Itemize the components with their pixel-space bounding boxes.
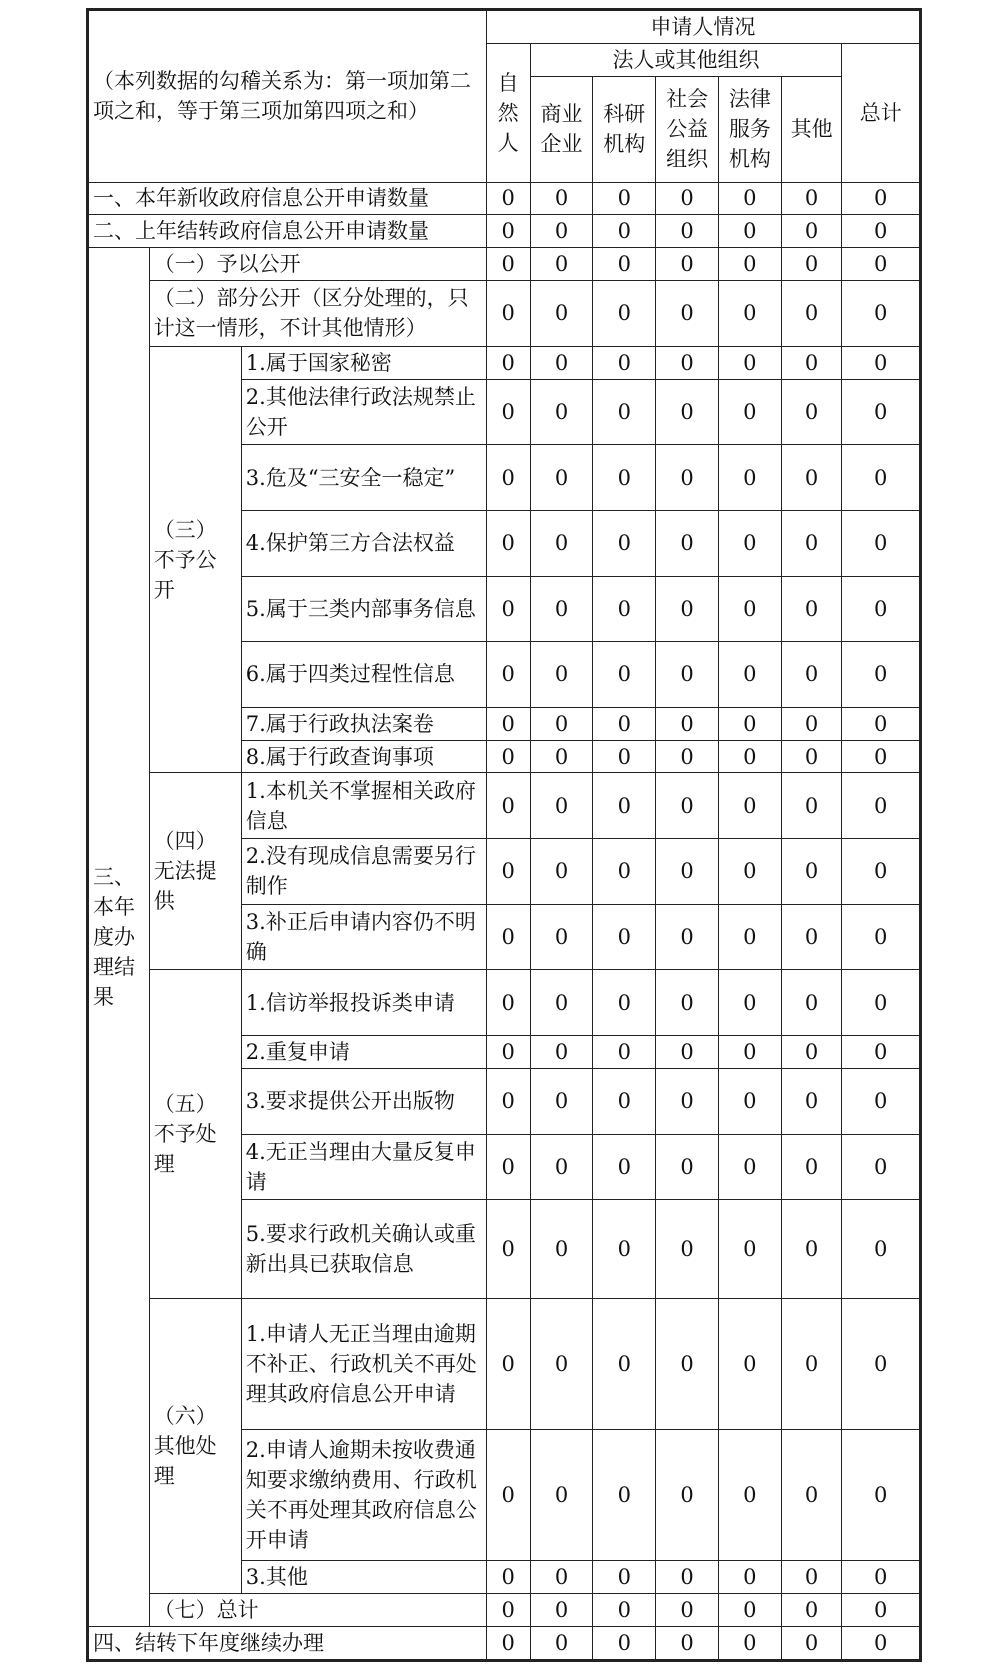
item-label: 4.保护第三方合法权益 <box>241 510 486 576</box>
value-cell: 0 <box>718 773 781 839</box>
value-cell: 0 <box>781 904 842 970</box>
value-cell: 0 <box>781 1430 842 1561</box>
value-cell: 0 <box>718 1036 781 1069</box>
value-cell: 0 <box>842 1594 920 1627</box>
value-cell: 0 <box>530 740 593 773</box>
value-cell: 0 <box>593 707 656 740</box>
item-label: 2.重复申请 <box>241 1036 486 1069</box>
value-cell: 0 <box>842 1036 920 1069</box>
value-cell: 0 <box>593 773 656 839</box>
value-cell: 0 <box>656 182 719 215</box>
value-cell: 0 <box>781 1594 842 1627</box>
value-cell: 0 <box>593 182 656 215</box>
value-cell: 0 <box>486 839 530 905</box>
value-cell: 0 <box>842 445 920 511</box>
row-label: 一、本年新收政府信息公开申请数量 <box>89 182 487 215</box>
legal-or-other-orgs-header: 法人或其他组织 <box>530 43 842 76</box>
value-cell: 0 <box>656 773 719 839</box>
value-cell: 0 <box>530 839 593 905</box>
item-label: 1.申请人无正当理由逾期不补正、行政机关不再处理其政府信息公开申请 <box>241 1298 486 1429</box>
value-cell: 0 <box>593 510 656 576</box>
value-cell: 0 <box>593 248 656 281</box>
value-cell: 0 <box>718 1430 781 1561</box>
item-label: 8.属于行政查询事项 <box>241 740 486 773</box>
value-cell: 0 <box>593 839 656 905</box>
value-cell: 0 <box>486 904 530 970</box>
value-cell: 0 <box>656 904 719 970</box>
value-cell: 0 <box>486 1298 530 1429</box>
item-label: 3.危及“三安全一稳定” <box>241 445 486 511</box>
value-cell: 0 <box>530 248 593 281</box>
value-cell: 0 <box>781 1200 842 1298</box>
value-cell: 0 <box>842 182 920 215</box>
disclosure-statistics-table <box>86 8 922 1662</box>
value-cell: 0 <box>718 379 781 445</box>
value-cell: 0 <box>718 281 781 347</box>
table-row <box>89 1298 920 1429</box>
value-cell: 0 <box>842 1200 920 1298</box>
group-label: （五）不予处理 <box>149 970 241 1298</box>
value-cell: 0 <box>718 707 781 740</box>
value-cell: 0 <box>781 1561 842 1594</box>
value-cell: 0 <box>593 1200 656 1298</box>
value-cell: 0 <box>530 445 593 511</box>
value-cell: 0 <box>486 642 530 708</box>
value-cell: 0 <box>593 445 656 511</box>
value-cell: 0 <box>842 510 920 576</box>
value-cell: 0 <box>593 1561 656 1594</box>
value-cell: 0 <box>530 1200 593 1298</box>
item-label: 3.要求提供公开出版物 <box>241 1068 486 1134</box>
value-cell: 0 <box>530 1430 593 1561</box>
value-cell: 0 <box>656 1036 719 1069</box>
value-cell: 0 <box>781 1627 842 1660</box>
value-cell: 0 <box>781 510 842 576</box>
value-cell: 0 <box>842 1430 920 1561</box>
value-cell: 0 <box>718 1298 781 1429</box>
item-label: 6.属于四类过程性信息 <box>241 642 486 708</box>
table-row <box>89 773 920 839</box>
value-cell: 0 <box>530 642 593 708</box>
value-cell: 0 <box>593 1068 656 1134</box>
item-label: 2.申请人逾期未按收费通知要求缴纳费用、行政机关不再处理其政府信息公开申请 <box>241 1430 486 1561</box>
value-cell: 0 <box>718 576 781 642</box>
value-cell: 0 <box>781 773 842 839</box>
value-cell: 0 <box>842 346 920 379</box>
value-cell: 0 <box>842 215 920 248</box>
value-cell: 0 <box>718 970 781 1036</box>
table-row <box>89 970 920 1036</box>
value-cell: 0 <box>486 281 530 347</box>
value-cell: 0 <box>842 1627 920 1660</box>
table-row <box>89 248 920 281</box>
value-cell: 0 <box>656 707 719 740</box>
item-label: 2.没有现成信息需要另行制作 <box>241 839 486 905</box>
value-cell: 0 <box>781 1134 842 1200</box>
value-cell: 0 <box>781 248 842 281</box>
value-cell: 0 <box>593 642 656 708</box>
item-label: 1.本机关不掌握相关政府信息 <box>241 773 486 839</box>
value-cell: 0 <box>656 642 719 708</box>
value-cell: 0 <box>530 379 593 445</box>
value-cell: 0 <box>656 215 719 248</box>
value-cell: 0 <box>593 1430 656 1561</box>
value-cell: 0 <box>656 1627 719 1660</box>
value-cell: 0 <box>593 1134 656 1200</box>
value-cell: 0 <box>593 346 656 379</box>
group-label: （四）无法提供 <box>149 773 241 970</box>
value-cell: 0 <box>781 182 842 215</box>
value-cell: 0 <box>656 1298 719 1429</box>
table-note: （本列数据的勾稽关系为：第一项加第二项之和，等于第三项加第四项之和） <box>89 11 487 183</box>
value-cell: 0 <box>593 379 656 445</box>
value-cell: 0 <box>530 215 593 248</box>
value-cell: 0 <box>781 1068 842 1134</box>
item-label: 4.无正当理由大量反复申请 <box>241 1134 486 1200</box>
item-label: 3.其他 <box>241 1561 486 1594</box>
value-cell: 0 <box>593 1594 656 1627</box>
item-label: 3.补正后申请内容仍不明确 <box>241 904 486 970</box>
value-cell: 0 <box>781 642 842 708</box>
value-cell: 0 <box>781 1298 842 1429</box>
value-cell: 0 <box>530 1594 593 1627</box>
value-cell: 0 <box>656 379 719 445</box>
value-cell: 0 <box>842 839 920 905</box>
value-cell: 0 <box>656 839 719 905</box>
value-cell: 0 <box>656 1068 719 1134</box>
value-cell: 0 <box>842 642 920 708</box>
value-cell: 0 <box>842 281 920 347</box>
value-cell: 0 <box>718 904 781 970</box>
value-cell: 0 <box>842 1068 920 1134</box>
value-cell: 0 <box>486 445 530 511</box>
value-cell: 0 <box>486 1200 530 1298</box>
legal-services-header: 法律服务机构 <box>718 76 781 182</box>
research-header: 科研机构 <box>593 76 656 182</box>
value-cell: 0 <box>656 1594 719 1627</box>
value-cell: 0 <box>486 346 530 379</box>
table-row <box>89 281 920 347</box>
value-cell: 0 <box>530 1134 593 1200</box>
value-cell: 0 <box>486 1036 530 1069</box>
value-cell: 0 <box>842 576 920 642</box>
value-cell: 0 <box>656 445 719 511</box>
value-cell: 0 <box>718 1134 781 1200</box>
value-cell: 0 <box>593 904 656 970</box>
value-cell: 0 <box>781 707 842 740</box>
value-cell: 0 <box>486 510 530 576</box>
value-cell: 0 <box>530 182 593 215</box>
value-cell: 0 <box>486 576 530 642</box>
value-cell: 0 <box>530 1627 593 1660</box>
item-label: 2.其他法律行政法规禁止公开 <box>241 379 486 445</box>
value-cell: 0 <box>718 642 781 708</box>
value-cell: 0 <box>842 1134 920 1200</box>
value-cell: 0 <box>486 1561 530 1594</box>
value-cell: 0 <box>842 904 920 970</box>
value-cell: 0 <box>842 1561 920 1594</box>
value-cell: 0 <box>593 215 656 248</box>
value-cell: 0 <box>486 970 530 1036</box>
value-cell: 0 <box>718 740 781 773</box>
value-cell: 0 <box>656 281 719 347</box>
value-cell: 0 <box>842 970 920 1036</box>
value-cell: 0 <box>718 346 781 379</box>
item-label: 7.属于行政执法案卷 <box>241 707 486 740</box>
group-label: （六）其他处理 <box>149 1298 241 1593</box>
value-cell: 0 <box>842 1298 920 1429</box>
value-cell: 0 <box>842 773 920 839</box>
value-cell: 0 <box>530 1036 593 1069</box>
table-row <box>89 1627 920 1660</box>
total-header: 总计 <box>842 43 920 182</box>
row-label: （一）予以公开 <box>149 248 486 281</box>
value-cell: 0 <box>842 379 920 445</box>
value-cell: 0 <box>486 1430 530 1561</box>
value-cell: 0 <box>486 707 530 740</box>
value-cell: 0 <box>781 839 842 905</box>
value-cell: 0 <box>486 1627 530 1660</box>
row-label: 四、结转下年度继续办理 <box>89 1627 487 1660</box>
value-cell: 0 <box>486 1134 530 1200</box>
value-cell: 0 <box>842 740 920 773</box>
value-cell: 0 <box>593 740 656 773</box>
value-cell: 0 <box>593 576 656 642</box>
value-cell: 0 <box>781 346 842 379</box>
value-cell: 0 <box>530 773 593 839</box>
value-cell: 0 <box>718 510 781 576</box>
value-cell: 0 <box>530 904 593 970</box>
value-cell: 0 <box>486 1068 530 1134</box>
value-cell: 0 <box>718 215 781 248</box>
value-cell: 0 <box>656 346 719 379</box>
value-cell: 0 <box>530 1068 593 1134</box>
value-cell: 0 <box>486 1594 530 1627</box>
value-cell: 0 <box>593 281 656 347</box>
value-cell: 0 <box>656 1134 719 1200</box>
value-cell: 0 <box>530 1298 593 1429</box>
item-label: 5.属于三类内部事务信息 <box>241 576 486 642</box>
value-cell: 0 <box>656 576 719 642</box>
item-label: 1.信访举报投诉类申请 <box>241 970 486 1036</box>
value-cell: 0 <box>486 379 530 445</box>
value-cell: 0 <box>656 510 719 576</box>
value-cell: 0 <box>656 248 719 281</box>
row-label: 二、上年结转政府信息公开申请数量 <box>89 215 487 248</box>
table-row <box>89 1594 920 1627</box>
value-cell: 0 <box>842 707 920 740</box>
value-cell: 0 <box>718 1561 781 1594</box>
value-cell: 0 <box>486 248 530 281</box>
value-cell: 0 <box>656 1561 719 1594</box>
value-cell: 0 <box>718 1627 781 1660</box>
item-label: 5.要求行政机关确认或重新出具已获取信息 <box>241 1200 486 1298</box>
value-cell: 0 <box>781 281 842 347</box>
table-row <box>89 215 920 248</box>
value-cell: 0 <box>781 970 842 1036</box>
item-label: 1.属于国家秘密 <box>241 346 486 379</box>
value-cell: 0 <box>486 740 530 773</box>
value-cell: 0 <box>781 1036 842 1069</box>
value-cell: 0 <box>486 215 530 248</box>
table-row <box>89 346 920 379</box>
value-cell: 0 <box>718 1594 781 1627</box>
value-cell: 0 <box>718 839 781 905</box>
business-header: 商业企业 <box>530 76 593 182</box>
value-cell: 0 <box>781 379 842 445</box>
value-cell: 0 <box>530 510 593 576</box>
value-cell: 0 <box>781 576 842 642</box>
value-cell: 0 <box>781 215 842 248</box>
value-cell: 0 <box>656 1430 719 1561</box>
value-cell: 0 <box>593 1036 656 1069</box>
value-cell: 0 <box>718 445 781 511</box>
value-cell: 0 <box>781 740 842 773</box>
applicant-situation-header: 申请人情况 <box>486 11 919 44</box>
value-cell: 0 <box>781 445 842 511</box>
value-cell: 0 <box>530 281 593 347</box>
value-cell: 0 <box>530 346 593 379</box>
value-cell: 0 <box>718 1068 781 1134</box>
value-cell: 0 <box>530 970 593 1036</box>
value-cell: 0 <box>593 970 656 1036</box>
value-cell: 0 <box>530 1561 593 1594</box>
value-cell: 0 <box>718 248 781 281</box>
value-cell: 0 <box>593 1298 656 1429</box>
value-cell: 0 <box>530 576 593 642</box>
value-cell: 0 <box>656 740 719 773</box>
value-cell: 0 <box>530 707 593 740</box>
value-cell: 0 <box>656 970 719 1036</box>
table-row <box>89 182 920 215</box>
value-cell: 0 <box>718 182 781 215</box>
value-cell: 0 <box>486 773 530 839</box>
section-label: 三、本年度办理结果 <box>89 248 150 1627</box>
public-welfare-header: 社会公益组织 <box>656 76 719 182</box>
natural-person-header: 自然人 <box>486 43 530 182</box>
row-label: （七）总计 <box>149 1594 486 1627</box>
value-cell: 0 <box>593 1627 656 1660</box>
value-cell: 0 <box>842 248 920 281</box>
value-cell: 0 <box>656 1200 719 1298</box>
row-label: （二）部分公开（区分处理的，只计这一情形，不计其他情形） <box>149 281 486 347</box>
group-label: （三）不予公开 <box>149 346 241 773</box>
value-cell: 0 <box>486 182 530 215</box>
value-cell: 0 <box>718 1200 781 1298</box>
other-header: 其他 <box>781 76 842 182</box>
